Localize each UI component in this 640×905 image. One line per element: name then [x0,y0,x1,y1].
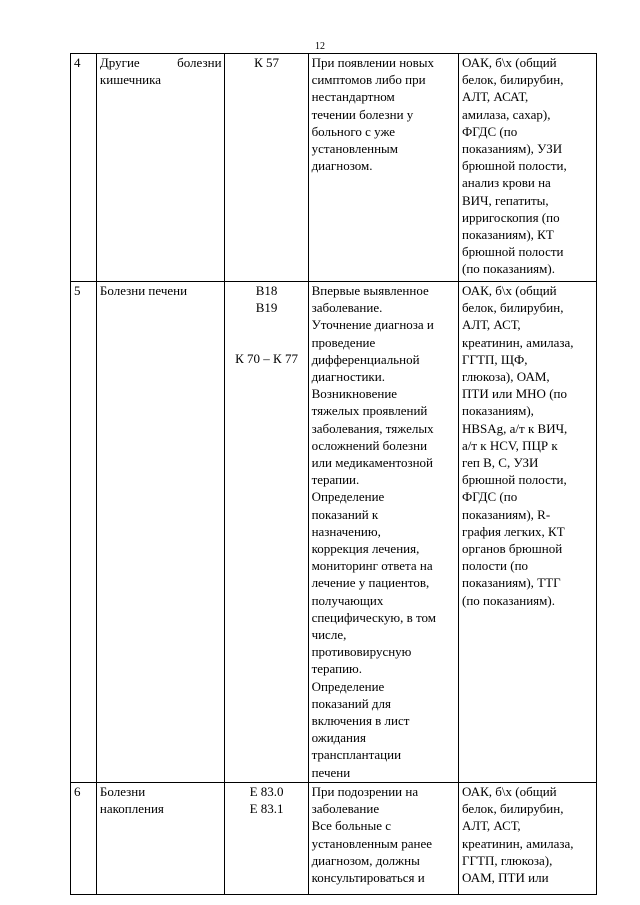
examination-line: HBSAg, а/т к ВИЧ, [461,420,568,436]
indication-line: Определение [311,489,385,505]
examination-line: показаниям), УЗИ [461,141,563,157]
examination-line: АЛТ, АСТ, [461,317,521,333]
indication-line: печени [311,764,351,780]
indications [308,282,458,783]
indication-line: Впервые выявленное [311,283,429,298]
indication-line: консультироваться и [311,869,425,885]
icd-code-line: Е 83.1 [249,801,284,817]
indication-line: Все больные с [311,818,392,834]
indication-line: терапию. [311,661,362,677]
examination-line: белок, билирубин, [461,72,564,88]
examination-line: (по показаниям). [461,592,555,608]
examination-line: ФГДС (по [461,123,518,139]
indication-line: Определение [311,678,385,694]
indication-line: больного с уже [311,123,396,139]
table-row [71,54,597,282]
indication-line: коррекция лечения, [311,541,420,557]
icd-code-line: Е 83.0 [249,783,284,799]
row-number-text: 6 [74,783,81,799]
indication-line: специфическую, в том [311,609,436,625]
examination-line: показаниям), КТ [461,227,554,243]
examination-line: ОАК, б\х (общий [461,55,557,70]
indication-line: заболевание. [311,300,383,316]
indication-line: диагностики. [311,369,385,385]
examination-line: а/т к HCV, ПЦР к [461,437,558,453]
indication-line: мониторинг ответа на [311,558,433,574]
indication-line: течении болезни у [311,106,414,122]
examination-line: белок, билирубин, [461,801,564,817]
examination-line: органов брюшной [461,541,563,557]
indication-line: или медикаментозной [311,455,434,471]
icd-code-line: К 70 – К 77 [235,351,298,367]
indication-line: установленным ранее [311,835,433,851]
icd-code [224,282,308,783]
indications [308,54,458,282]
diagnosis-table [70,53,597,895]
indication-line: тяжелых проявлений [311,403,428,419]
page-number: 12 [315,41,325,52]
indication-line: установленным [311,141,398,157]
disease-name-line: Другие болезни [99,55,222,70]
examination-line: ирригоскопия (по [461,209,560,225]
disease-name [96,782,224,894]
examination-line: креатинин, амилаза, [461,835,574,851]
examination-line: креатинин, амилаза, [461,334,574,350]
icd-code [224,782,308,894]
disease-name [96,282,224,783]
examinations [458,782,596,894]
table-row [71,282,597,783]
indication-line: назначению, [311,523,381,539]
disease-name-line: кишечника [99,72,161,88]
examinations [458,282,596,783]
examination-line: ОАК, б\х (общий [461,783,557,799]
indication-line: показаний для [311,695,392,711]
row-number [71,782,97,894]
indication-line: терапии. [311,472,360,488]
disease-name-line: накопления [99,801,164,817]
row-number [71,282,97,783]
indication-line: заболевания, тяжелых [311,420,434,436]
indication-line: числе, [311,627,347,643]
examination-line: геп В, С, УЗИ [461,455,539,471]
examination-line: брюшной полости, [461,472,567,488]
indication-line: Возникновение [311,386,398,402]
examination-line: ВИЧ, гепатиты, [461,192,549,208]
code-spacer [228,316,306,350]
row-number [71,54,97,282]
examination-line: брюшной полости, [461,158,567,174]
row-number-text: 5 [74,283,81,298]
indication-line: осложнений болезни [311,437,428,453]
indication-line: включения в лист [311,713,410,729]
icd-code-line: В18 [255,283,278,298]
indication-line: ожидания [311,730,366,746]
examination-line: белок, билирубин, [461,300,564,316]
icd-code-line: К 57 [254,55,279,70]
disease-name [96,54,224,282]
row-number-text: 4 [74,55,81,70]
icd-code-line: В19 [255,300,278,316]
examination-line: амилаза, сахар), [461,106,551,122]
indication-line: диагнозом, должны [311,852,420,868]
indication-line: нестандартном [311,89,395,105]
indication-line: При подозрении на [311,783,419,799]
examination-line: полости (по [461,558,529,574]
indication-line: Уточнение диагноза и [311,317,434,333]
indications [308,782,458,894]
examination-line: показаниям), R- [461,506,551,522]
indication-line: получающих [311,592,384,608]
table-row [71,782,597,894]
examination-line: ФГДС (по [461,489,518,505]
examination-line: графия легких, КТ [461,523,565,539]
indication-line: симптомов либо при [311,72,426,88]
indication-line: заболевание [311,801,380,817]
indication-line: противовирусную [311,644,412,660]
examination-line: ПТИ или МНО (по [461,386,567,402]
disease-name-line: Болезни [99,783,146,799]
indication-line: показаний к [311,506,379,522]
indication-line: диагнозом. [311,158,373,174]
examination-line: анализ крови на [461,175,551,191]
indication-line: трансплантации [311,747,402,763]
examination-line: ГГТП, глюкоза), [461,852,553,868]
examination-line: ОАМ, ПТИ или [461,869,549,885]
indication-line: лечение у пациентов, [311,575,430,591]
examination-line: АЛТ, АСТ, [461,818,521,834]
examination-line: АЛТ, АСАТ, [461,89,529,105]
indication-line: проведение [311,334,376,350]
examination-line: показаниям), [461,403,534,419]
indication-line: При появлении новых [311,55,435,70]
icd-code [224,54,308,282]
examination-line: показаниям), ТТГ [461,575,561,591]
examination-line: глюкоза), ОАМ, [461,369,550,385]
examinations [458,54,596,282]
examination-line: брюшной полости [461,244,564,260]
indication-line: дифференциальной [311,351,420,367]
examination-line: ГГТП, ЩФ, [461,351,528,367]
disease-name-line: Болезни печени [99,283,188,298]
examination-line: ОАК, б\х (общий [461,283,557,298]
examination-line: (по показаниям). [461,261,555,277]
